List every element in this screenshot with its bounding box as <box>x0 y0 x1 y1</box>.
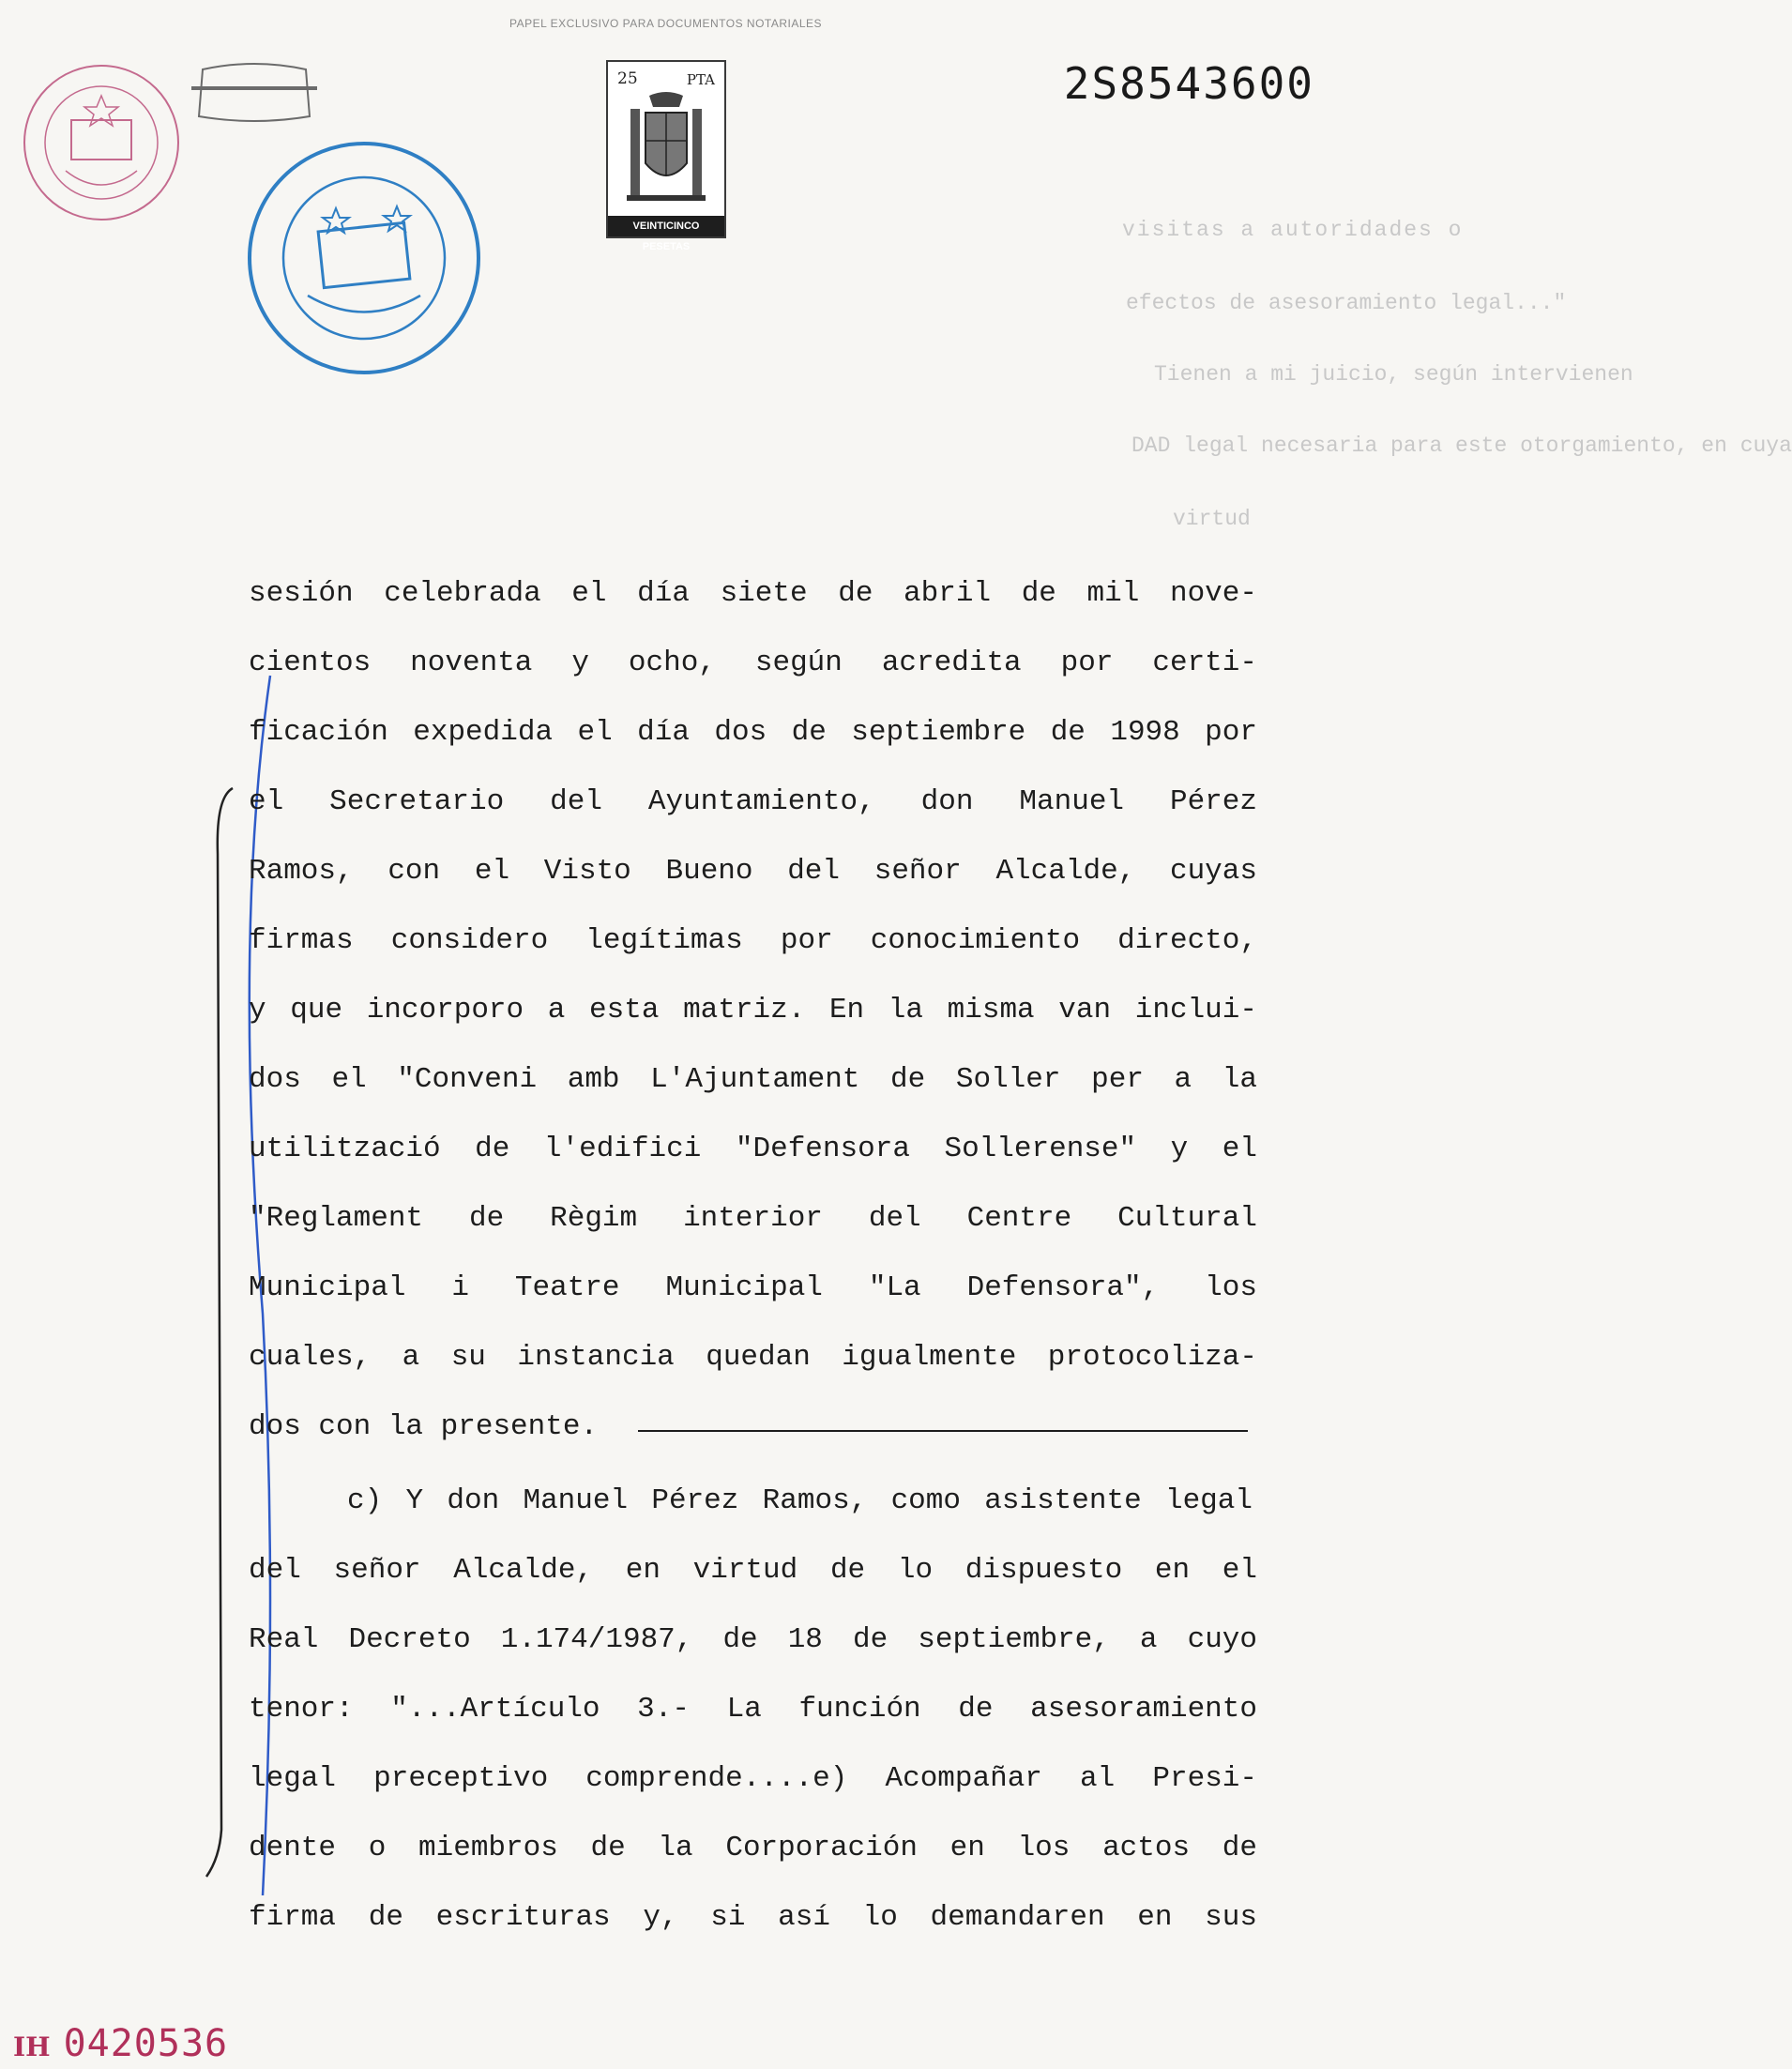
stamp-currency: PTA <box>686 71 715 88</box>
fiscal-stamp <box>606 60 726 252</box>
stamp-label: VEINTICINCO PESETAS <box>608 216 724 236</box>
body-line: "Reglament de Règim interior del Centre Cultural <box>249 1202 1257 1235</box>
body-line: legal preceptivo comprende....e) Acompañar al Presi- <box>249 1762 1257 1795</box>
stamp-value: 25 <box>617 69 638 88</box>
timbre-seal <box>184 60 325 126</box>
serial-prefix: IH <box>13 2031 51 2062</box>
body-line: Municipal i Teatre Municipal "La Defensora", los <box>249 1271 1257 1304</box>
bleed-line: DAD legal necesaria para este otorgamiento, en cuya <box>1131 434 1792 458</box>
serial-number-bottom <box>13 2022 228 2065</box>
body-line: tenor: "...Artículo 3.- La función de asesoramiento <box>249 1693 1257 1726</box>
body-line: sesión celebrada el día siete de abril de mil nove- <box>249 577 1257 610</box>
body-line: el Secretario del Ayuntamiento, don Manuel Pérez <box>249 785 1257 818</box>
line-fill-rule <box>638 1430 1248 1432</box>
body-line: dente o miembros de la Corporación en los actos de <box>249 1832 1257 1864</box>
bleed-line: virtud <box>1173 507 1251 531</box>
body-line: cientos noventa y ocho, según acredita por certi- <box>249 647 1257 679</box>
serial-digits: 0420536 <box>63 2022 229 2065</box>
body-line: del señor Alcalde, en virtud de lo dispuesto en el <box>249 1554 1257 1587</box>
paper-note: PAPEL EXCLUSIVO PARA DOCUMENTOS NOTARIALES <box>509 17 823 30</box>
notary-seal <box>242 131 486 385</box>
serial-number-top: 2S8543600 <box>1063 58 1314 109</box>
body-line: firma de escrituras y, si así lo demandaren en sus <box>249 1901 1257 1934</box>
coat-of-arms-icon <box>621 90 711 210</box>
body-line: cuales, a su instancia quedan igualmente protocoliza- <box>249 1341 1257 1374</box>
body-line: utilització de l'edifici "Defensora Sollerense" y el <box>249 1133 1257 1165</box>
college-seal <box>17 58 186 227</box>
body-line: Real Decreto 1.174/1987, de 18 de septiembre, a cuyo <box>249 1623 1257 1656</box>
bleed-line: efectos de asesoramiento legal..." <box>1126 291 1567 315</box>
body-line: ficación expedida el día dos de septiembre de 1998 por <box>249 716 1257 749</box>
body-line: c) Y don Manuel Pérez Ramos, como asistente legal <box>347 1484 1253 1517</box>
body-line: y que incorporo a esta matriz. En la misma van inclui- <box>249 994 1257 1027</box>
bleed-line: visitas a autoridades o <box>1122 218 1464 242</box>
body-line: firmas considero legítimas por conocimiento directo, <box>249 924 1257 957</box>
body-line: dos el "Conveni amb L'Ajuntament de Soller per a la <box>249 1063 1257 1096</box>
body-line: Ramos, con el Visto Bueno del señor Alcalde, cuyas <box>249 855 1257 888</box>
body-line: dos con la presente. <box>249 1410 599 1443</box>
bleed-line: Tienen a mi juicio, según intervienen <box>1154 362 1633 387</box>
